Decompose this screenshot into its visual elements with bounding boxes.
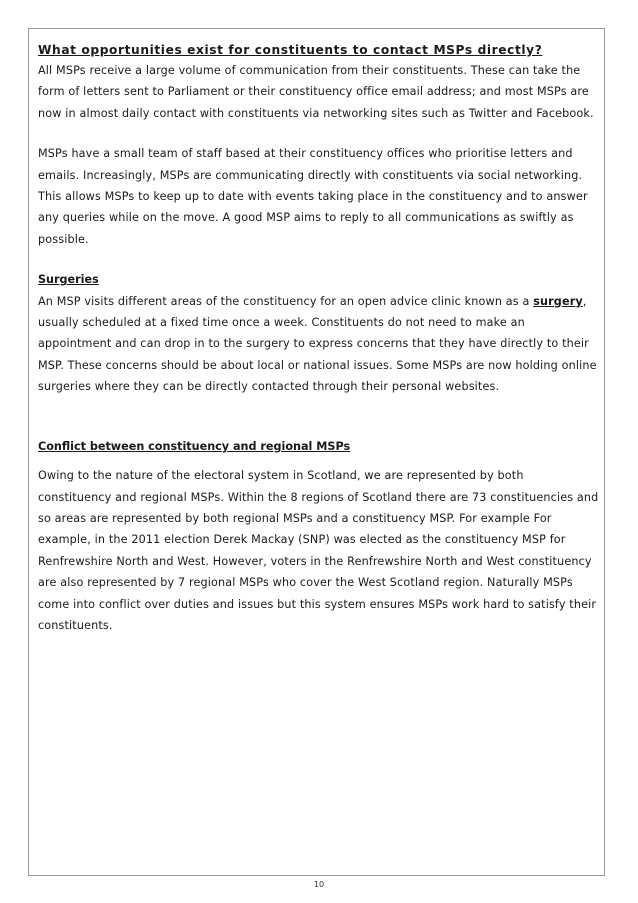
paragraph-communication: All MSPs receive a large volume of communication from their constituents. These can take the form of letters sent to Parliament or their constituency office email address; and most MSPs are now in almost daily contact with constituents via networking sites such as Twitter and Facebook. <box>38 64 594 120</box>
section-heading-contact: What opportunities exist for constituents to contact MSPs directly? <box>38 43 543 57</box>
surgery-keyword: surgery <box>533 294 583 308</box>
conflict-heading: Conflict between constituency and regional MSPs <box>38 439 351 453</box>
paragraph-surgeries <box>38 291 600 398</box>
document-body <box>38 40 600 636</box>
surgeries-text-rest: , usually scheduled at a fixed time once a week. Constituents do not need to make an appointment and can drop in to the surgery to express concerns that they have directly to their MSP. These concerns should be about local or national issues. Some MSPs are now holding online surgeries where they can be directly contacted through their personal websites. <box>38 294 597 394</box>
surgeries-heading: Surgeries <box>38 273 99 287</box>
paragraph-staff: MSPs have a small team of staff based at their constituency offices who prioritise letters and emails. Increasingly, MSPs are communicating directly with constituents via social networking. This allows MSPs to keep up to date with events taking place in the constituency and to answer any queries while on the move. A good MSP aims to reply to all communications as swiftly as possible. <box>38 147 588 246</box>
page-number: 10 <box>313 880 325 889</box>
paragraph-conflict: Owing to the nature of the electoral system in Scotland, we are represented by both constituency and regional MSPs. Within the 8 regions of Scotland there are 73 constituencies and so areas are represented by both regional MSPs and a constituency MSP. For example For example, in the 2011 election Derek Mackay (SNP) was elected as the constituency MSP for Renfrewshire North and West. However, voters in the Renfrewshire North and West constituency are also represented by 7 regional MSPs who cover the West Scotland region. Naturally MSPs come into conflict over duties and issues but this system ensures MSPs work hard to satisfy their constituents. <box>38 469 599 632</box>
surgeries-text-start: An MSP visits different areas of the constituency for an open advice clinic known as a <box>38 294 534 308</box>
